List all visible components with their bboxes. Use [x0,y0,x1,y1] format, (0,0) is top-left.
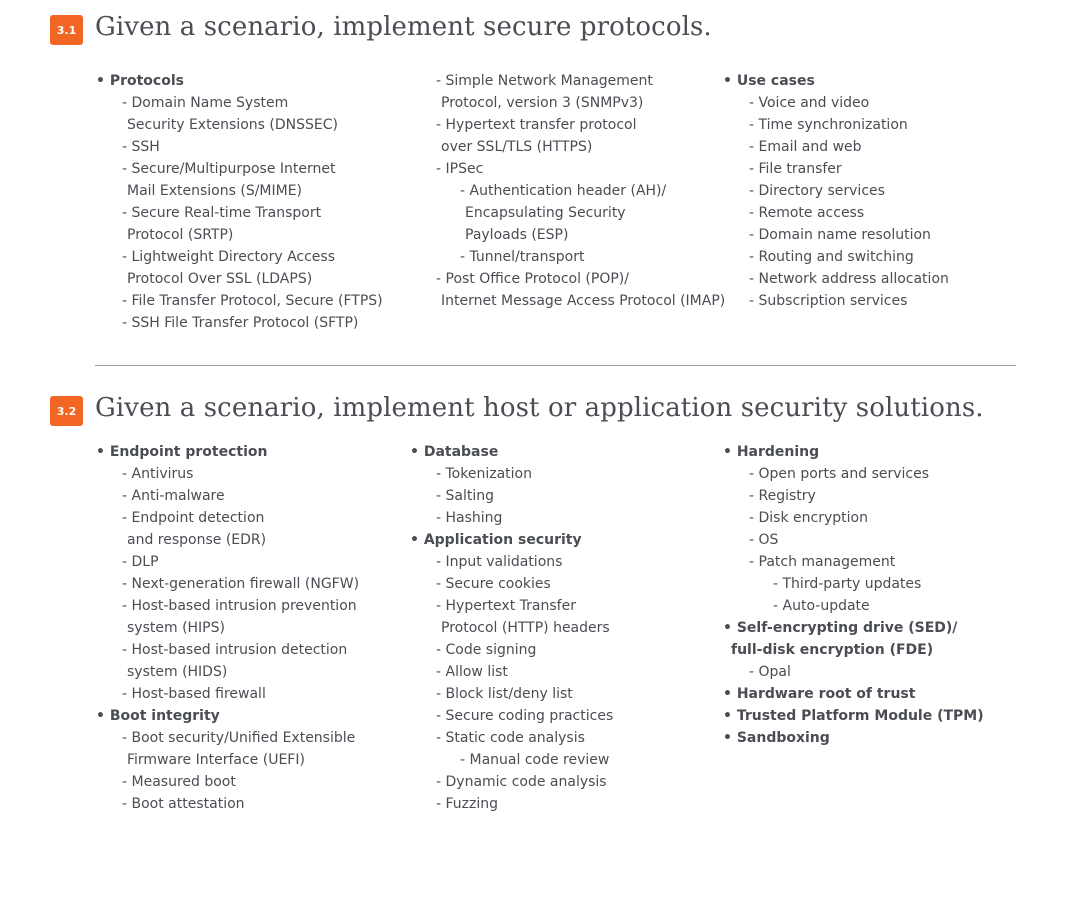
outline-item-text: Protocol (SRTP) [127,227,234,243]
section-title: Given a scenario, implement secure protocols. [95,12,712,42]
outline-item-text: - Salting [436,488,494,504]
outline-item-text: - Manual code review [460,752,610,768]
column-2 [410,70,725,312]
outline-item [410,158,725,180]
outline-item [410,617,613,639]
outline-item [410,136,725,158]
section-title: Given a scenario, implement host or application security solutions. [95,393,984,423]
outline-item-text: - Block list/deny list [436,686,573,702]
column-1 [96,441,359,815]
outline-item-text: - Host-based firewall [122,686,266,702]
outline-item-text: and response (EDR) [127,532,267,548]
outline-item-text: - Dynamic code analysis [436,774,607,790]
outline-item-text: full-disk encryption (FDE) [731,642,934,658]
outline-item [410,268,725,290]
outline-heading [723,727,984,749]
outline-item-text: • Hardening [723,444,820,460]
outline-item-text: • Application security [410,532,582,548]
outline-item-text: Internet Message Access Protocol (IMAP) [441,293,726,309]
outline-item [96,114,383,136]
outline-heading [96,70,383,92]
outline-item-text: - Registry [749,488,816,504]
outline-item [723,114,949,136]
outline-item-text: Payloads (ESP) [465,227,569,243]
outline-item [410,683,613,705]
outline-item-text: - Routing and switching [749,249,914,265]
column-2 [410,441,613,815]
outline-item-text: • Database [410,444,499,460]
outline-item [96,595,359,617]
outline-item-text: - Auto-update [773,598,870,614]
outline-item-text: - Hypertext Transfer [436,598,576,614]
outline-item-text: - Allow list [436,664,508,680]
outline-item-text: Protocol, version 3 (SNMPv3) [441,95,644,111]
outline-item-text: - Domain name resolution [749,227,931,243]
outline-item [723,485,984,507]
outline-item [410,463,613,485]
outline-item-text: - Disk encryption [749,510,868,526]
outline-item-text: • Self-encrypting drive (SED)/ [723,620,958,636]
outline-item-text: - Lightweight Directory Access [122,249,335,265]
outline-item-text: - Directory services [749,183,885,199]
outline-item [96,551,359,573]
outline-item [723,551,984,573]
outline-item [723,661,984,683]
outline-heading [723,441,984,463]
outline-item [96,246,383,268]
outline-item [410,749,613,771]
outline-item-text: Security Extensions (DNSSEC) [127,117,338,133]
outline-item-text: - SSH File Transfer Protocol (SFTP) [122,315,359,331]
outline-item-text: - Static code analysis [436,730,585,746]
outline-item [410,727,613,749]
outline-item [96,639,359,661]
outline-item-text: Protocol Over SSL (LDAPS) [127,271,313,287]
outline-item-text: - Next-generation firewall (NGFW) [122,576,360,592]
outline-item-text: - Hashing [436,510,503,526]
outline-heading [723,70,949,92]
outline-item [96,683,359,705]
outline-item-text: Protocol (HTTP) headers [441,620,610,636]
outline-item-text: • Sandboxing [723,730,830,746]
outline-item [410,595,613,617]
outline-item-text: - SSH [122,139,160,155]
outline-item-text: - Secure Real-time Transport [122,205,322,221]
outline-item [723,158,949,180]
outline-item-text: - Secure cookies [436,576,551,592]
outline-item [410,70,725,92]
outline-item-text: - Patch management [749,554,896,570]
outline-item [96,507,359,529]
outline-item [410,661,613,683]
outline-item [410,224,725,246]
outline-item [96,793,359,815]
outline-item-text: - Boot security/Unified Extensible [122,730,356,746]
section-divider [95,365,1016,366]
outline-heading [723,639,984,661]
outline-item-text: - Authentication header (AH)/ [460,183,667,199]
outline-item [410,246,725,268]
outline-item [96,661,359,683]
outline-item [410,705,613,727]
outline-item-text: - File transfer [749,161,842,177]
outline-item-text: - Time synchronization [749,117,908,133]
outline-item-text: - Post Office Protocol (POP)/ [436,271,629,287]
outline-item [96,617,359,639]
outline-item [96,749,359,771]
outline-item-text: - Secure/Multipurpose Internet [122,161,336,177]
outline-item [723,202,949,224]
outline-item-text: - Domain Name System [122,95,289,111]
column-1 [96,70,383,334]
outline-item [723,463,984,485]
outline-item-text: - Hypertext transfer protocol [436,117,637,133]
outline-heading [410,529,613,551]
outline-item [410,180,725,202]
outline-item-text: - Endpoint detection [122,510,265,526]
outline-item [723,224,949,246]
outline-item [96,485,359,507]
outline-item-text: - File Transfer Protocol, Secure (FTPS) [122,293,383,309]
outline-item-text: • Use cases [723,73,815,89]
outline-item-text: - OS [749,532,779,548]
outline-item-text: - Email and web [749,139,862,155]
outline-item [410,485,613,507]
section-number-badge: 3.2 [50,396,83,426]
outline-item-text: - Host-based intrusion detection [122,642,348,658]
outline-item-text: - Voice and video [749,95,870,111]
outline-item [96,573,359,595]
outline-item-text: - Open ports and services [749,466,930,482]
outline-item [410,92,725,114]
outline-item [410,639,613,661]
outline-item-text: - IPSec [436,161,484,177]
outline-item-text: • Endpoint protection [96,444,268,460]
outline-item [96,224,383,246]
outline-item [96,92,383,114]
outline-item [723,507,984,529]
section-number-badge: 3.1 [50,15,83,45]
outline-item [723,92,949,114]
outline-item-text: - Fuzzing [436,796,499,812]
outline-item-text: - Tunnel/transport [460,249,585,265]
outline-item [410,202,725,224]
outline-item-text: • Trusted Platform Module (TPM) [723,708,984,724]
outline-item [96,463,359,485]
outline-item-text: - Input validations [436,554,563,570]
outline-heading [723,617,984,639]
outline-item [96,290,383,312]
outline-item-text: - Boot attestation [122,796,245,812]
outline-item-text: - Antivirus [122,466,194,482]
outline-item-text: Mail Extensions (S/MIME) [127,183,303,199]
outline-item [723,529,984,551]
outline-item-text: - Network address allocation [749,271,949,287]
outline-item [410,290,725,312]
outline-item-text: • Boot integrity [96,708,220,724]
outline-item-text: - Code signing [436,642,537,658]
outline-item-text: system (HIDS) [127,664,228,680]
outline-item [723,180,949,202]
outline-heading [410,441,613,463]
outline-item [410,114,725,136]
outline-item-text: - Remote access [749,205,865,221]
outline-item [723,595,984,617]
outline-item [96,158,383,180]
outline-item [96,202,383,224]
outline-item-text: - DLP [122,554,159,570]
outline-item-text: Encapsulating Security [465,205,626,221]
outline-item [723,136,949,158]
outline-item-text: - Anti-malware [122,488,225,504]
outline-item [96,529,359,551]
outline-item-text: - Tokenization [436,466,532,482]
outline-item-text: • Protocols [96,73,184,89]
outline-item [723,290,949,312]
outline-item-text: - Opal [749,664,791,680]
outline-item-text: - Host-based intrusion prevention [122,598,357,614]
outline-heading [96,441,359,463]
outline-heading [96,705,359,727]
outline-item [96,771,359,793]
outline-heading [723,683,984,705]
outline-heading [723,705,984,727]
outline-item [410,793,613,815]
outline-item-text: - Secure coding practices [436,708,614,724]
outline-item [410,507,613,529]
outline-item [96,180,383,202]
column-3 [723,70,949,312]
outline-item-text: system (HIPS) [127,620,225,636]
outline-item [96,727,359,749]
outline-item [96,268,383,290]
outline-item [723,268,949,290]
outline-item [410,771,613,793]
outline-item [96,312,383,334]
outline-item [410,573,613,595]
outline-item-text: - Simple Network Management [436,73,653,89]
outline-item-text: • Hardware root of trust [723,686,916,702]
outline-item-text: - Measured boot [122,774,236,790]
outline-item [723,246,949,268]
outline-item-text: - Third-party updates [773,576,922,592]
outline-item [96,136,383,158]
outline-item-text: Firmware Interface (UEFI) [127,752,305,768]
column-3 [723,441,984,749]
outline-item-text: over SSL/TLS (HTTPS) [441,139,593,155]
outline-item [410,551,613,573]
outline-item-text: - Subscription services [749,293,908,309]
outline-item [723,573,984,595]
